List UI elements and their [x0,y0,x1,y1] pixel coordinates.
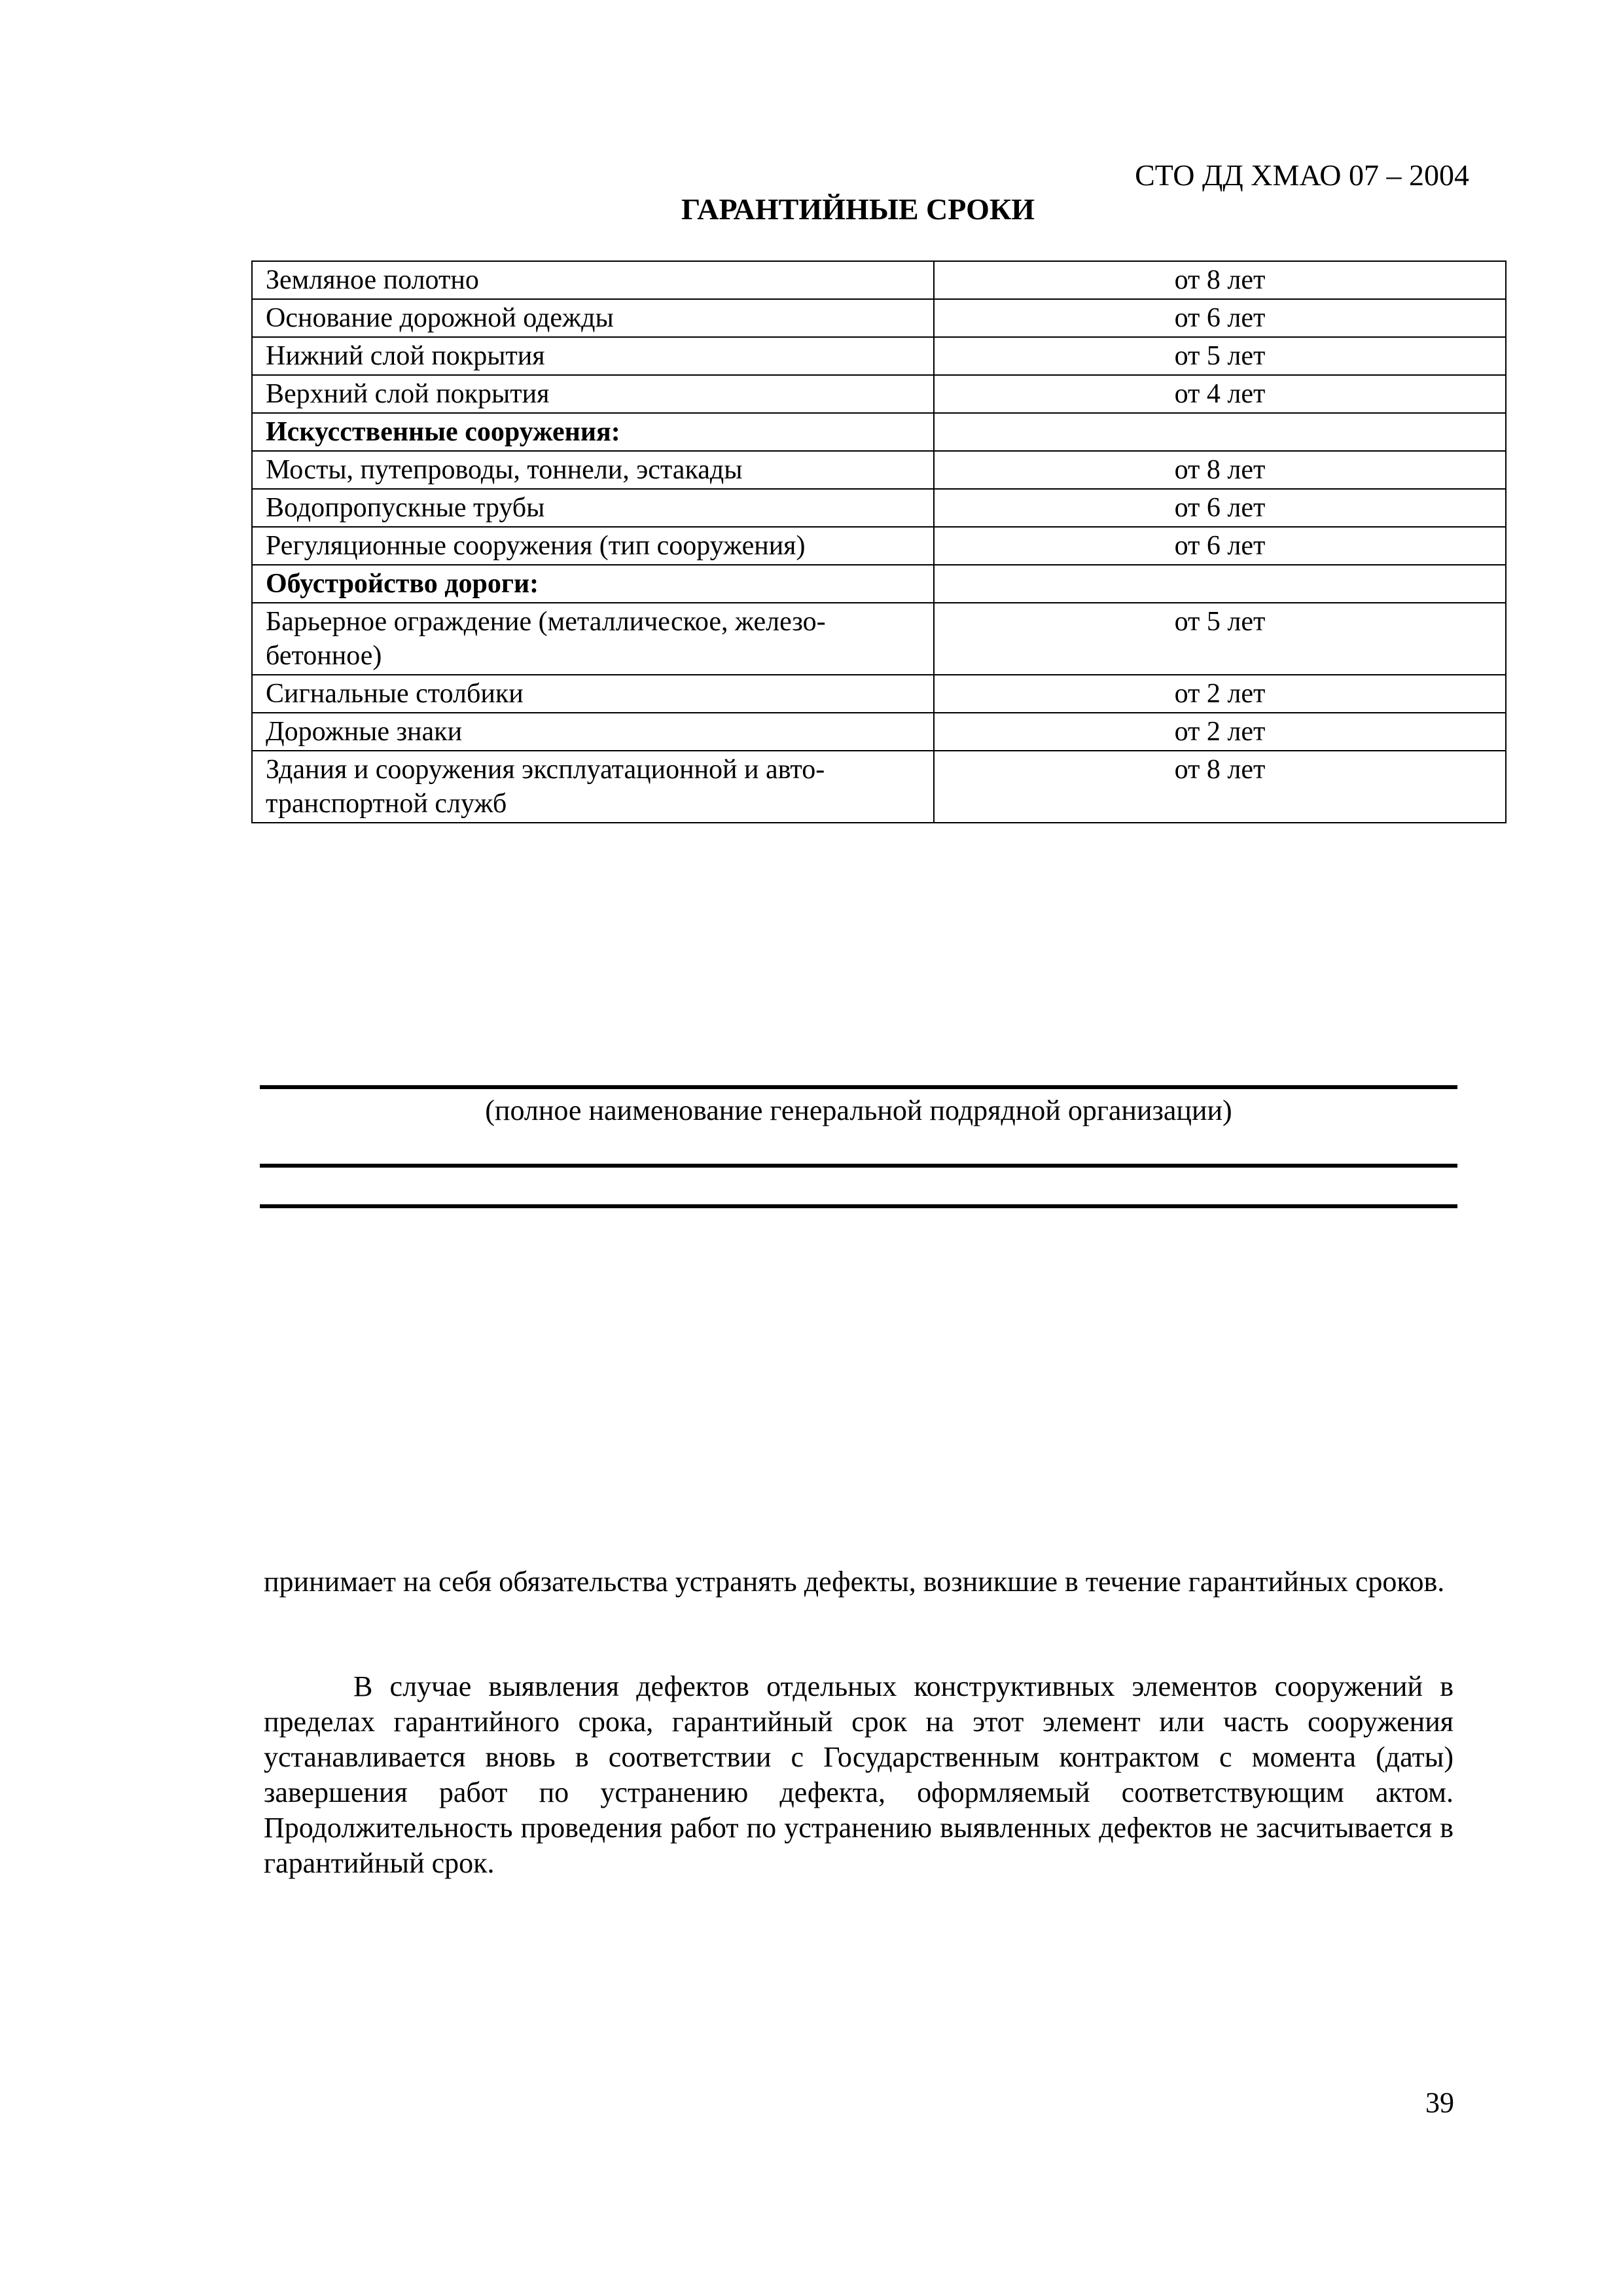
blank-line-2 [260,1204,1457,1208]
warranty-term-cell: от 6 лет [934,489,1506,527]
element-name-cell: Дорожные знаки [252,713,934,751]
section-heading-cell: Обустройство дороги: [252,565,934,603]
warranty-term-cell: от 5 лет [934,603,1506,675]
section-heading-cell: Искусственные сооружения: [252,413,934,451]
organization-name-line [260,1085,1457,1089]
warranty-term-cell: от 2 лет [934,713,1506,751]
table-row [252,261,1506,299]
table-row [252,451,1506,489]
table-row [252,675,1506,713]
table-section-row [252,413,1506,451]
warranty-term-cell: от 6 лет [934,299,1506,337]
warranty-term-cell: от 5 лет [934,337,1506,375]
warranty-term-cell: от 8 лет [934,451,1506,489]
page-number: 39 [1425,2087,1454,2119]
warranty-term-cell [934,565,1506,603]
element-name-cell: Основание дорожной одежды [252,299,934,337]
element-name-cell: Мосты, путепроводы, тоннели, эстакады [252,451,934,489]
table-section-row [252,565,1506,603]
table-row [252,603,1506,675]
defects-paragraph: В случае выявления дефектов отдельных конструктивных элементов сооружений в пределах гарантийного срока, гарантийный срок на этот элемент или часть сооружения устанавливается вновь в соответствии с Государственным контрактом с момента (даты) завершения работ по устранению дефекта, оформляемый соответствующим актом. Продолжительность проведения работ по устранению выявленных дефектов не засчитывается в гарантийный срок. [264,1670,1454,1879]
warranty-terms-table [251,260,1507,823]
document-code: СТО ДД ХМАО 07 – 2004 [1135,158,1469,192]
page-title: ГАРАНТИЙНЫЕ СРОКИ [681,192,1035,226]
warranty-term-cell: от 2 лет [934,675,1506,713]
table-row [252,527,1506,565]
element-name-cell: Нижний слой покрытия [252,337,934,375]
table-row [252,751,1506,823]
obligation-paragraph: принимает на себя обязательства устранять дефекты, возникшие в течение гарантийных сроков. [264,1566,1445,1598]
warranty-term-cell [934,413,1506,451]
table-row [252,713,1506,751]
element-name-cell: Барьерное ограждение (металлическое, железо-бетонное) [252,603,934,675]
element-name-cell: Сигнальные столбики [252,675,934,713]
table-row [252,375,1506,413]
table-row [252,489,1506,527]
table-row [252,337,1506,375]
element-name-cell: Водопропускные трубы [252,489,934,527]
element-name-cell: Здания и сооружения эксплуатационной и авто-транспортной служб [252,751,934,823]
blank-line-1 [260,1164,1457,1168]
warranty-term-cell: от 4 лет [934,375,1506,413]
element-name-cell: Регуляционные сооружения (тип сооружения) [252,527,934,565]
element-name-cell: Земляное полотно [252,261,934,299]
element-name-cell: Верхний слой покрытия [252,375,934,413]
table-row [252,299,1506,337]
warranty-term-cell: от 8 лет [934,261,1506,299]
warranty-term-cell: от 8 лет [934,751,1506,823]
warranty-term-cell: от 6 лет [934,527,1506,565]
organization-caption: (полное наименование генеральной подрядной организации) [485,1094,1232,1126]
